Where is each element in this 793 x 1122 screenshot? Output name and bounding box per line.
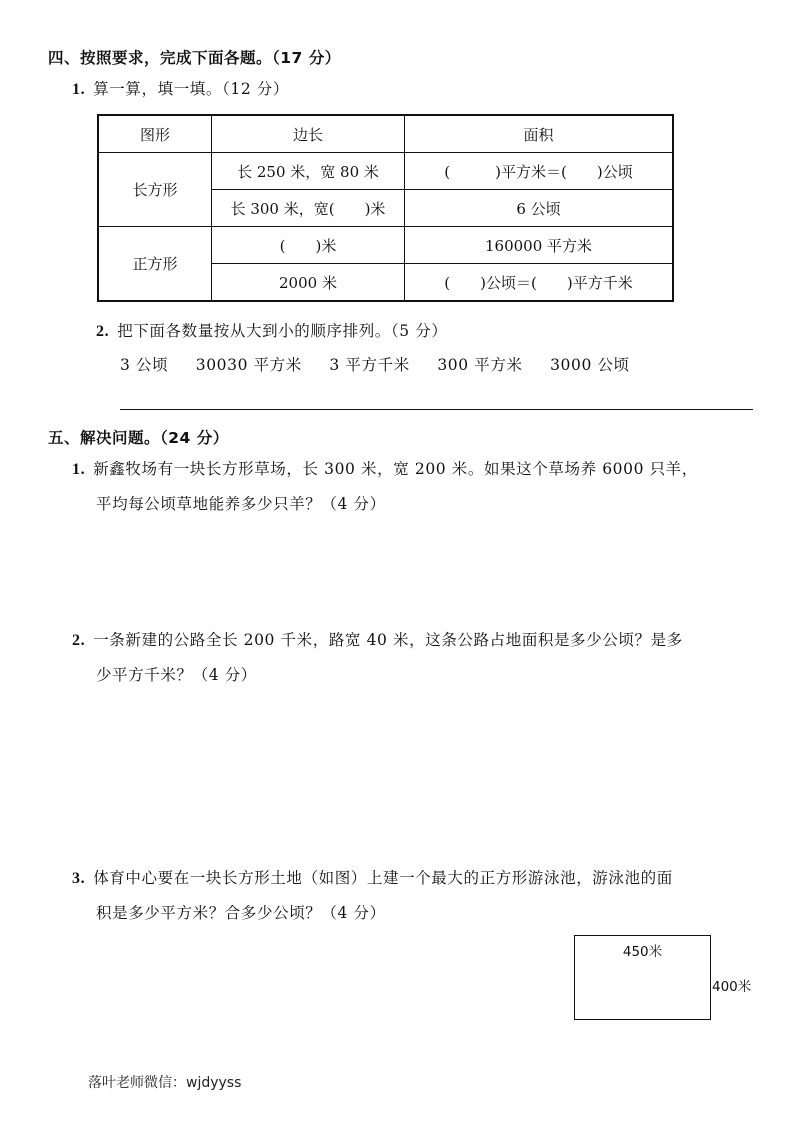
figure-length-label: 450米 [622,944,663,960]
question-line-1: 体育中心要在一块长方形土地（如图）上建一个最大的正方形游泳池，游泳池的面 [93,869,673,887]
figure-width-label: 400米 [712,979,752,995]
square-label: 正方形 [98,227,212,302]
rect-label: 长方形 [98,153,212,227]
square-area-1: 160000 平方米 [405,227,674,264]
square-area-2[interactable]: ( )公顷＝( )平方千米 [405,264,674,302]
rect-area-2: 6 公顷 [405,190,674,227]
question-line-2: 平均每公顷草地能养多少只羊？（4 分） [96,495,386,513]
amount-item: 30030 平方米 [195,356,302,374]
question-number: 1. [72,461,86,478]
question-5-3 [72,861,762,930]
answer-line[interactable] [120,409,753,410]
footer-note: 落叶老师微信：wjdyyss [88,1075,242,1091]
section-4-title: 四、按照要求，完成下面各题。（17 分） [48,49,341,67]
amounts-list [120,348,652,382]
section-5-title: 五、解决问题。（24 分） [48,429,229,447]
question-5-2 [72,623,762,692]
header-shape: 图形 [98,115,212,153]
question-4-2 [96,314,447,349]
question-number: 2. [96,323,110,340]
rect-side-1: 长 250 米，宽 80 米 [212,153,405,190]
question-line-1: 一条新建的公路全长 200 千米，路宽 40 米，这条公路占地面积是多少公顷？是多 [93,631,683,649]
question-5-1 [72,452,762,521]
square-side-2: 2000 米 [212,264,405,302]
amount-item: 3 公顷 [120,356,169,374]
question-4-1 [72,72,289,107]
question-text: 算一算，填一填。（12 分） [93,80,290,98]
question-number: 3. [72,870,86,887]
amount-item: 3000 公顷 [550,356,630,374]
rectangle-figure [574,935,711,1020]
question-line-2: 积是多少平方米？合多少公顷？（4 分） [96,904,386,922]
question-number: 2. [72,632,86,649]
square-side-1[interactable]: ( )米 [212,227,405,264]
header-side: 边长 [212,115,405,153]
amount-item: 3 平方千米 [329,356,410,374]
question-text: 把下面各数量按从大到小的顺序排列。（5 分） [117,322,448,340]
rect-area-1[interactable]: ( )平方米＝( )公顷 [405,153,674,190]
header-area: 面积 [405,115,674,153]
question-line-2: 少平方千米？（4 分） [96,666,257,684]
question-line-1: 新鑫牧场有一块长方形草场，长 300 米，宽 200 米。如果这个草场养 6000 只羊， [93,460,698,478]
question-number: 1. [72,81,86,98]
amount-item: 300 平方米 [437,356,523,374]
fill-in-table [97,114,674,302]
rect-side-2[interactable]: 长 300 米，宽( )米 [212,190,405,227]
